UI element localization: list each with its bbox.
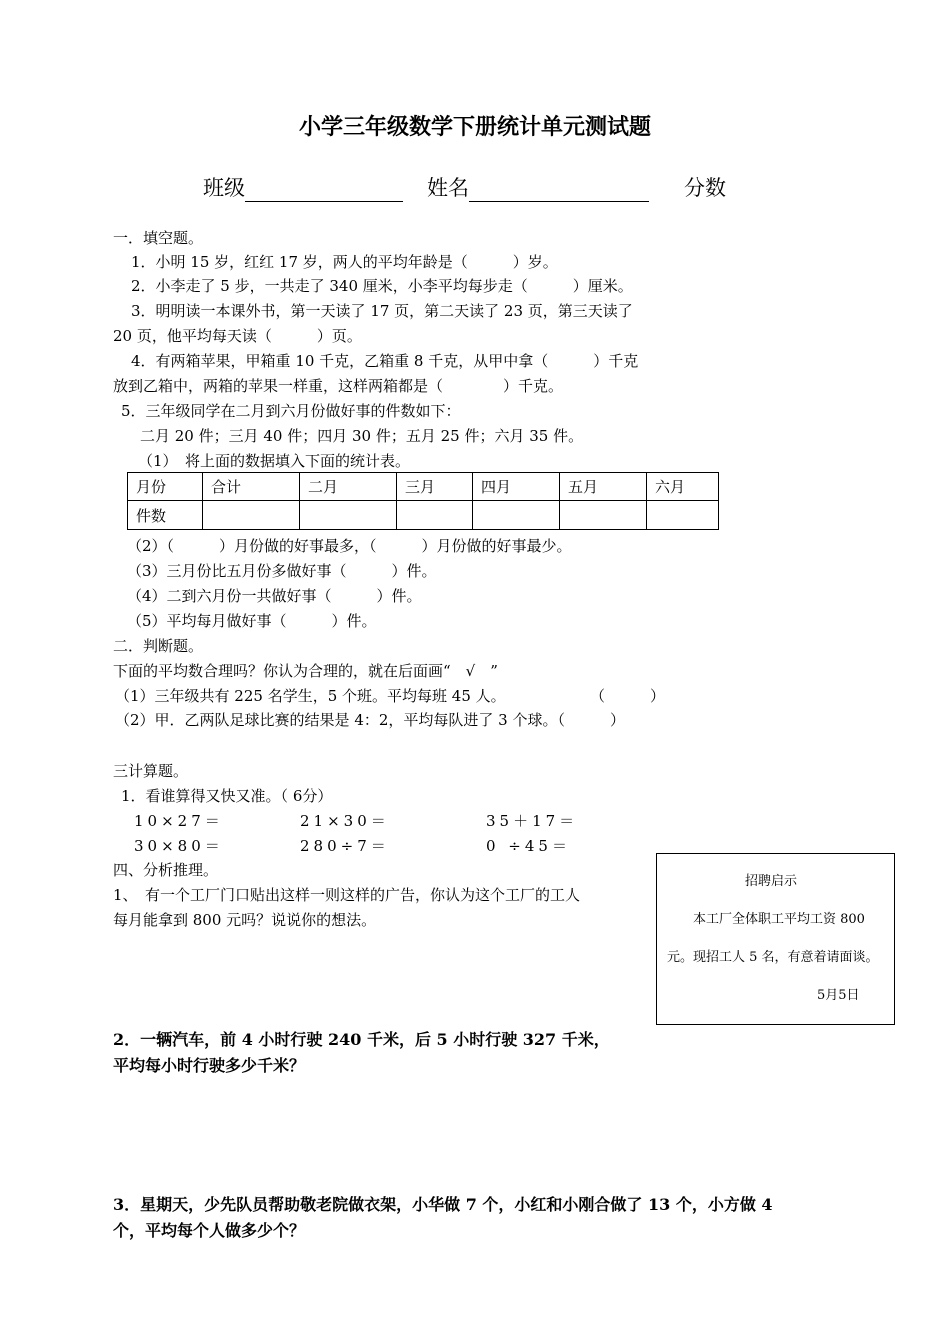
notice-date: 5月5日 bbox=[817, 988, 860, 1003]
q1-1: 1．小明 15 岁，红红 17 岁，两人的平均年龄是（ ）岁。 bbox=[131, 253, 558, 271]
q4-1-line1: 1、 有一个工厂门口贴出这样一则这样的广告，你认为这个工厂的工人 bbox=[113, 886, 581, 904]
table-row bbox=[128, 501, 719, 530]
q1-5-sub3: （3）三月份比五月份多做好事（ ）件。 bbox=[127, 562, 437, 580]
notice-line1: 本工厂全体职工平均工资 800 bbox=[693, 912, 865, 927]
table-header-cell: 月份 bbox=[128, 473, 203, 501]
section1-heading: 一．填空题。 bbox=[113, 229, 204, 247]
table-header-cell: 合计 bbox=[203, 473, 300, 501]
calc-expr: 30×80＝ bbox=[134, 837, 224, 855]
table-header-cell: 六月 bbox=[647, 473, 719, 501]
table-row-label: 件数 bbox=[128, 501, 203, 530]
table-header-cell: 五月 bbox=[560, 473, 647, 501]
section3-heading: 三计算题。 bbox=[113, 762, 189, 780]
class-blank[interactable] bbox=[245, 179, 403, 202]
q1-2: 2．小李走了 5 步，一共走了 340 厘米，小李平均每步走（ ）厘米。 bbox=[131, 277, 633, 295]
table-cell-feb[interactable] bbox=[300, 501, 397, 530]
calc-expr: 280÷7＝ bbox=[300, 837, 390, 855]
calc-expr: 35＋17＝ bbox=[486, 812, 579, 830]
score-label: 分数 bbox=[684, 176, 726, 200]
notice-title: 招聘启示 bbox=[745, 874, 798, 889]
q4-1-line2: 每月能拿到 800 元吗？说说你的想法。 bbox=[113, 911, 377, 929]
calc-expr: 10×27＝ bbox=[134, 812, 224, 830]
class-field bbox=[203, 172, 403, 202]
q4-3-line1: 3．星期天，少先队员帮助敬老院做衣架，小华做 7 个，小红和小刚合做了 13 个，小方做 4 bbox=[113, 1195, 773, 1214]
q1-4-line2: 放到乙箱中，两箱的苹果一样重，这样两箱都是（ ）千克。 bbox=[113, 377, 564, 395]
q4-3-line2: 个，平均每个人做多少个？ bbox=[113, 1221, 306, 1240]
q1-5-sub1: （1） 将上面的数据填入下面的统计表。 bbox=[138, 452, 411, 470]
section4-heading: 四、分析推理。 bbox=[113, 861, 219, 879]
q1-3-line1: 3．明明读一本课外书，第一天读了 17 页，第二天读了 23 页，第三天读了 bbox=[131, 302, 633, 320]
q1-5: 5．三年级同学在二月到六月份做好事的件数如下： bbox=[121, 402, 461, 420]
stat-table bbox=[127, 472, 719, 530]
notice-box bbox=[656, 853, 895, 1025]
table-header-cell: 二月 bbox=[300, 473, 397, 501]
q1-5-sub4: （4）二到六月份一共做好事（ ）件。 bbox=[127, 587, 422, 605]
q1-5-sub2: （2）（ ）月份做的好事最多，（ ）月份做的好事最少。 bbox=[127, 537, 572, 555]
table-header-cell: 三月 bbox=[397, 473, 473, 501]
table-cell-mar[interactable] bbox=[397, 501, 473, 530]
table-header-cell: 四月 bbox=[473, 473, 560, 501]
q2-1: （1）三年级共有 225 名学生，5 个班。平均每班 45 人。 bbox=[115, 687, 506, 705]
name-label: 姓名 bbox=[427, 176, 469, 200]
table-row bbox=[128, 473, 719, 501]
table-cell-total[interactable] bbox=[203, 501, 300, 530]
q1-4-line1: 4．有两箱苹果，甲箱重 10 千克，乙箱重 8 千克，从甲中拿（ ）千克 bbox=[131, 352, 639, 370]
table-cell-jun[interactable] bbox=[647, 501, 719, 530]
name-blank[interactable] bbox=[469, 179, 649, 202]
q1-3-line2: 20 页，他平均每天读（ ）页。 bbox=[113, 327, 362, 345]
name-field bbox=[427, 172, 649, 202]
table-cell-apr[interactable] bbox=[473, 501, 560, 530]
page-title: 小学三年级数学下册统计单元测试题 bbox=[298, 114, 651, 140]
q4-2-line2: 平均每小时行驶多少千米？ bbox=[113, 1056, 306, 1075]
q4-2-line1: 2．一辆汽车，前 4 小时行驶 240 千米，后 5 小时行驶 327 千米， bbox=[113, 1030, 610, 1049]
class-label: 班级 bbox=[203, 176, 245, 200]
calc-expr: 0 ÷45＝ bbox=[486, 837, 571, 855]
q1-5-sub5: （5）平均每月做好事（ ）件。 bbox=[127, 612, 377, 630]
q2-2: （2）甲．乙两队足球比赛的结果是 4：2，平均每队进了 3 个球。（ ） bbox=[115, 711, 625, 729]
notice-line2: 元。现招工人 5 名，有意着请面谈。 bbox=[667, 950, 879, 965]
q2-1-answer[interactable]: （ ） bbox=[590, 687, 666, 705]
q1-5-data: 二月 20 件；三月 40 件；四月 30 件；五月 25 件；六月 35 件。 bbox=[140, 427, 584, 445]
calc-expr: 21×30＝ bbox=[300, 812, 390, 830]
section2-heading: 二．判断题。 bbox=[113, 637, 204, 655]
section2-intro: 下面的平均数合理吗？你认为合理的，就在后面画“ √ ” bbox=[113, 662, 498, 680]
table-cell-may[interactable] bbox=[560, 501, 647, 530]
q3-1: 1．看谁算得又快又准。（ 6分） bbox=[121, 787, 333, 805]
